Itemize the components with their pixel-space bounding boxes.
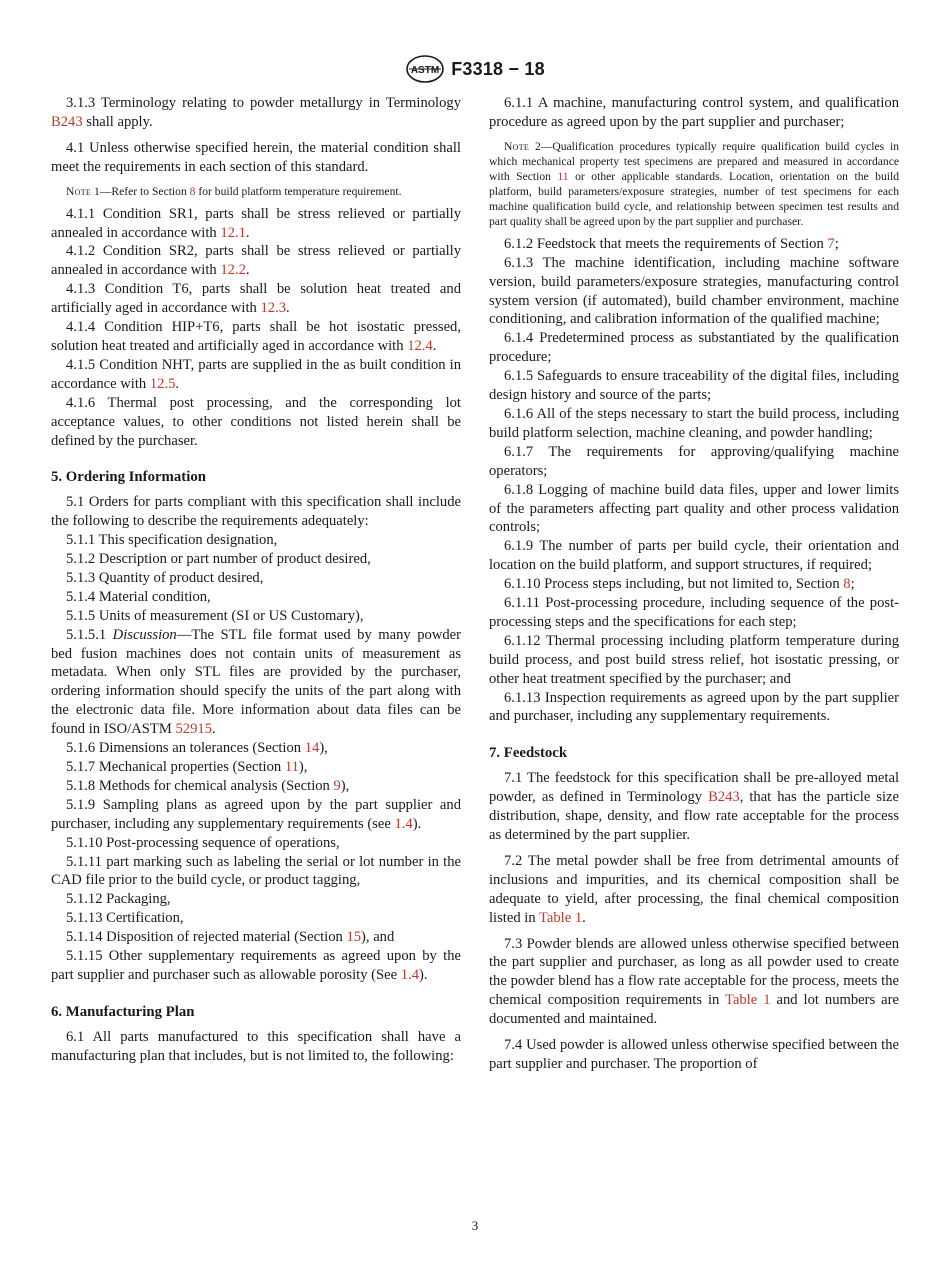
ref-link[interactable]: 12.5 [149,375,176,392]
para-7-4: 7.4 Used powder is allowed unless otherwise specified between the part supplier and purchaser. The proportion of [489,1037,899,1072]
para-5-1-4: 5.1.4 Material condition, [66,588,211,605]
para-5-1-5-1: 5.1.5.1 Discussion—The STL file format used by many powder bed fusion machines does not contain units of measurement as metadata. When only STL files are provided by the purchaser, ordering information should specify the units of the part along with the electronic data file. More information about data files can be found in ISO/ASTM 52915. [51,626,462,738]
para-6-1-3: 6.1.3 The machine identification, including machine software version, build parameters/exposure strategies, manufacturing control system version (if automated), build chamber environment, machine conditioning, and calibration information of the qualified machine; [489,254,899,328]
para-6-1-11: 6.1.11 Post-processing procedure, including sequence of the post-processing steps and the specifications for each step; [489,595,899,630]
para-6-1-6: 6.1.6 All of the steps necessary to start the build process, including build platform selection, machine cleaning, and powder handling; [489,405,899,441]
ref-link[interactable]: 12.3 [260,300,287,317]
para-6-1-5: 6.1.5 Safeguards to ensure traceability of the digital files, including design history and source of the parts; [489,368,899,404]
ref-link[interactable]: 1.4 [394,815,413,832]
para-5-1-15: 5.1.15 Other supplementary requirements as agreed upon by the part supplier and purchaser such as allowable porosity (See 1.4). [51,948,461,983]
section-heading-7: 7. Feedstock [489,745,568,762]
para-6-1-13: 6.1.13 Inspection requirements as agreed upon by the part supplier and purchaser, including any supplementary requirements. [489,689,899,725]
ref-link[interactable]: 12.2 [220,262,246,279]
ref-link[interactable]: 12.1 [220,224,246,241]
para-4-1-1: 4.1.1 Condition SR1, parts shall be stress relieved or partially annealed in accordance with 12.1. [51,205,461,241]
left-column [51,94,461,1066]
note-2: Note 2—Qualification procedures typically require qualification build cycles in which mechanical property test specimens are prepared and measured in accordance with Section 11 or other applicable standards. Location, orientation on the build platform, build parameters/exposure strategies, number of test specimens for each machine qualification build cycle, and relationship between specimen test results and part quality shall be agreed upon by the part supplier and purchaser. [489,139,900,228]
ref-link[interactable]: Table 1 [539,909,583,926]
page-number: 3 [471,1218,479,1233]
ref-link[interactable]: 9 [333,777,341,794]
para-3-1-3: 3.1.3 Terminology relating to powder metallurgy in Terminology B243 shall apply. [51,95,461,130]
para-5-1-6: 5.1.6 Dimensions an tolerances (Section 14), [66,740,328,757]
para-6-1-8: 6.1.8 Logging of machine build data files, upper and lower limits of the parameters affecting part quality and other process validation controls; [489,481,899,536]
para-4-1-3: 4.1.3 Condition T6, parts shall be solution heat treated and artificially aged in accordance with 12.3. [51,281,461,317]
para-5-1-11: 5.1.11 part marking such as labeling the serial or lot number in the CAD file prior to the build cycle, or product tagging, [51,853,461,889]
ref-link[interactable]: B243 [708,789,740,806]
para-5-1-9: 5.1.9 Sampling plans as agreed upon by the part supplier and purchaser, including any supplementary requirements (see 1.4). [51,796,461,832]
para-5-1: 5.1 Orders for parts compliant with this specification shall include the following to describe the requirements adequately: [51,494,461,530]
ref-link[interactable]: B243 [51,113,83,130]
para-6-1-9: 6.1.9 The number of parts per build cycle, their orientation and location on the build platform, and support structures, if required; [489,538,899,574]
ref-link[interactable]: 1.4 [400,966,419,983]
para-7-3: 7.3 Powder blends are allowed unless otherwise specified between the part supplier and purchaser, as long as all powder used to create the powder blend has a flow rate acceptable for the process, meets the chemical composition requirements in Table 1 and lot numbers are documented and maintained. [489,935,899,1028]
ref-link[interactable]: 8 [843,576,851,593]
section-heading-6: 6. Manufacturing Plan [51,1003,195,1020]
para-5-1-3: 5.1.3 Quantity of product desired, [66,569,264,586]
ref-link[interactable]: 11 [284,759,299,775]
para-7-1: 7.1 The feedstock for this specification shall be pre-alloyed metal powder, as defined in Terminology B243, that has the particle size distribution, shape, density, and flow rate acceptable for the process as determined by the part supplier. [489,770,899,843]
para-6-1: 6.1 All parts manufactured to this specification shall have a manufacturing plan that includes, but is not limited to, the following: [51,1028,461,1064]
ref-link[interactable]: 52915 [175,721,212,738]
ref-link[interactable]: Table 1 [725,992,771,1009]
right-column [489,94,899,1074]
para-6-1-7: 6.1.7 The requirements for approving/qualifying machine operators; [489,443,899,479]
para-6-1-1: 6.1.1 A machine, manufacturing control system, and qualification procedure as agreed upon by the part supplier and purchaser; [489,95,899,130]
ref-link[interactable]: 8 [189,184,196,198]
ref-link[interactable]: 11 [557,169,569,183]
ref-link[interactable]: 14 [304,740,320,757]
document-id: F3318 − 18 [451,58,545,79]
para-4-1-2: 4.1.2 Condition SR2, parts shall be stress relieved or partially annealed in accordance with 12.2. [51,243,461,279]
note-1: Note 1—Refer to Section 8 for build platform temperature requirement. [66,184,402,198]
para-5-1-8: 5.1.8 Methods for chemical analysis (Section 9), [66,777,350,794]
para-4-1: 4.1 Unless otherwise specified herein, the material condition shall meet the requirements in each section of this standard. [51,139,461,175]
ref-link[interactable]: 7 [827,235,835,252]
para-6-1-2: 6.1.2 Feedstock that meets the requirements of Section 7; [504,235,839,252]
astm-logo-icon [405,54,445,84]
para-6-1-10: 6.1.10 Process steps including, but not limited to, Section 8; [504,576,855,593]
para-5-1-13: 5.1.13 Certification, [66,910,184,927]
ref-link[interactable]: 15 [346,929,362,946]
svg-text:ASTM: ASTM [411,65,440,76]
ref-link[interactable]: 12.4 [407,337,433,354]
page-header [0,52,950,86]
para-5-1-10: 5.1.10 Post-processing sequence of operations, [66,834,340,851]
para-5-1-1: 5.1.1 This specification designation, [66,532,278,549]
para-5-1-14: 5.1.14 Disposition of rejected material (Section 15), and [66,929,395,946]
para-4-1-4: 4.1.4 Condition HIP+T6, parts shall be hot isostatic pressed, solution heat treated and artificially aged in accordance with 12.4. [51,319,461,354]
para-5-1-5: 5.1.5 Units of measurement (SI or US Customary), [66,607,364,624]
para-6-1-4: 6.1.4 Predetermined process as substantiated by the qualification procedure; [489,330,899,366]
para-4-1-5: 4.1.5 Condition NHT, parts are supplied in the as built condition in accordance with 12.5. [51,356,461,392]
para-4-1-6: 4.1.6 Thermal post processing, and the corresponding lot acceptance values, to other conditions not listed herein shall be defined by the purchaser. [51,394,461,449]
section-heading-5: 5. Ordering Information [51,469,206,486]
para-5-1-7: 5.1.7 Mechanical properties (Section 11), [66,759,308,775]
para-5-1-12: 5.1.12 Packaging, [66,891,171,908]
para-7-2: 7.2 The metal powder shall be free from detrimental amounts of inclusions and impurities, and its chemical composition shall be adequate to yield, after processing, the final chemical composition listed in Table 1. [489,852,899,926]
para-6-1-12: 6.1.12 Thermal processing including platform temperature during build process, and post build stress relief, hot isostatic pressing, or other heat treatment specified by the purchaser; and [489,632,899,687]
para-5-1-2: 5.1.2 Description or part number of product desired, [66,551,371,568]
